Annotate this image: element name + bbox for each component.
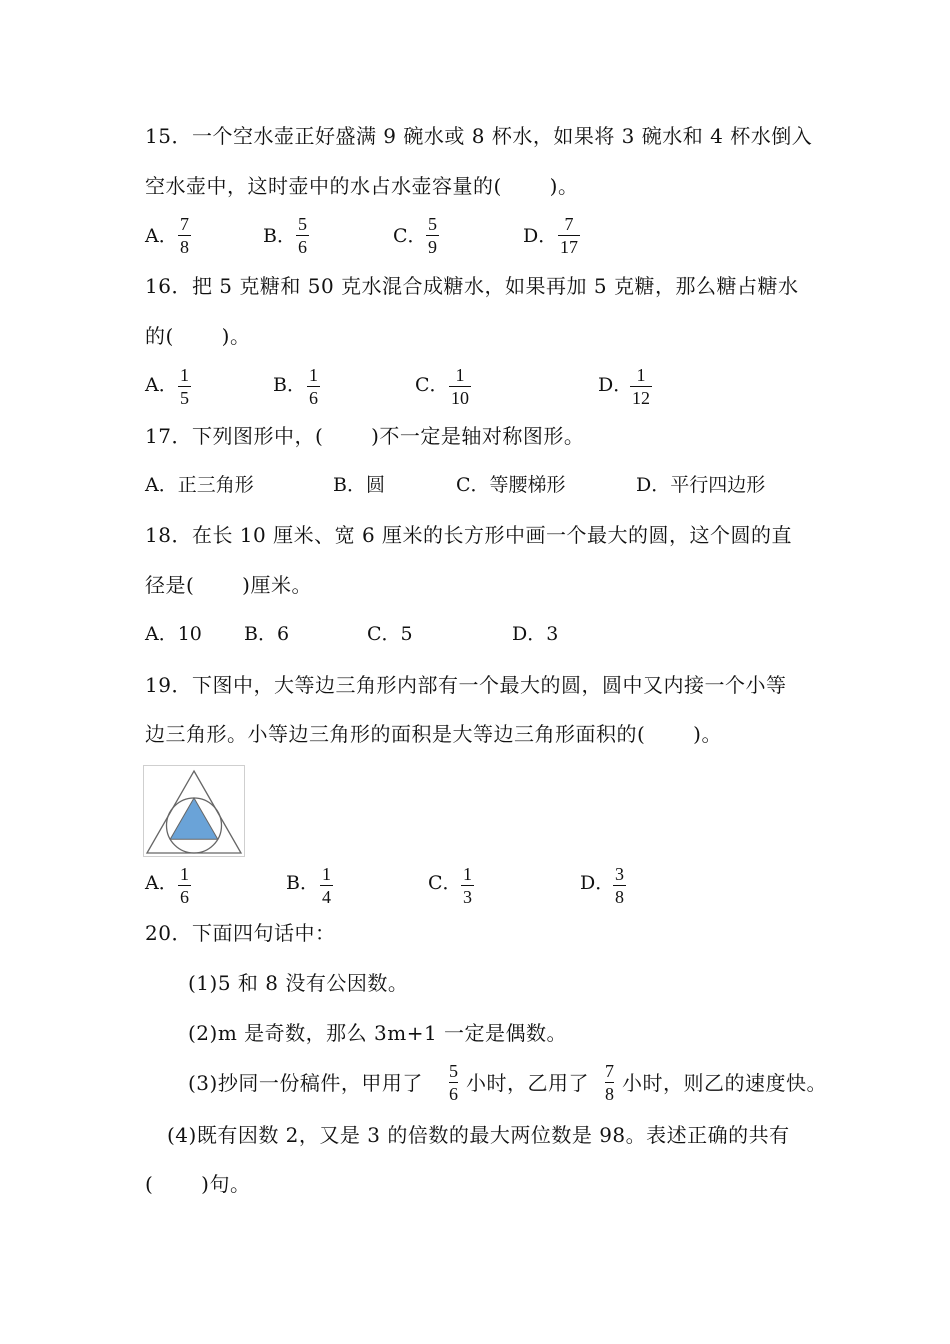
option-label: B． <box>273 374 306 396</box>
option-label: D． <box>598 374 633 396</box>
fraction <box>613 864 626 907</box>
denominator: 6 <box>449 1084 458 1104</box>
q17-option-a[interactable]: A．正三角形 <box>145 474 254 496</box>
q18-option-a[interactable]: A．10 <box>145 623 202 645</box>
fraction <box>630 365 652 408</box>
denominator: 10 <box>451 388 469 408</box>
numerator: 1 <box>636 365 646 385</box>
numerator: 3 <box>615 864 624 884</box>
option-label: D． <box>580 872 615 894</box>
q15-line-2: 空水壶中，这时壶中的水占水壶容量的( )。 <box>145 174 579 198</box>
q20-statement-1: (1)5 和 8 没有公因数。 <box>188 971 409 995</box>
numerator: 5 <box>298 214 307 234</box>
q18-line-1: 18．在长 10 厘米、宽 6 厘米的长方形中画一个最大的圆，这个圆的直 <box>145 523 793 547</box>
numerator: 7 <box>180 214 189 234</box>
denominator: 17 <box>560 237 578 257</box>
denominator: 6 <box>180 887 189 907</box>
fraction <box>449 365 471 408</box>
denominator: 9 <box>428 237 437 257</box>
triangle-circle-figure <box>143 765 245 857</box>
numerator: 7 <box>564 214 574 234</box>
denominator: 4 <box>322 887 331 907</box>
q17-option-d[interactable]: D．平行四边形 <box>636 474 766 496</box>
fraction <box>178 864 191 907</box>
statement-3-part-3: 小时，则乙的速度快。 <box>622 1071 827 1095</box>
numerator: 1 <box>180 864 189 884</box>
fraction <box>296 214 309 257</box>
option-label: A． <box>145 872 178 894</box>
q20-answer-line: ( )句。 <box>145 1172 251 1196</box>
option-label: C． <box>415 374 449 396</box>
numerator: 1 <box>180 365 189 385</box>
q20-line-1: 20．下面四句话中： <box>145 921 336 945</box>
q17-option-c[interactable]: C．等腰梯形 <box>456 474 566 496</box>
q18-option-d[interactable]: D．3 <box>512 623 559 645</box>
q20-statement-2: (2)m 是奇数，那么 3m+1 一定是偶数。 <box>188 1021 568 1045</box>
fraction <box>558 214 580 257</box>
q18-option-b[interactable]: B．6 <box>244 623 290 645</box>
q15-line-1: 15．一个空水壶正好盛满 9 碗水或 8 杯水，如果将 3 碗水和 4 杯水倒入 <box>145 124 813 148</box>
statement-3-part-2: 小时，乙用了 <box>466 1071 589 1095</box>
statement-3-part-1: (3)抄同一份稿件，甲用了 <box>188 1071 423 1095</box>
option-label: C． <box>428 872 462 894</box>
option-label: A． <box>145 225 178 247</box>
option-label: C． <box>393 225 427 247</box>
q19-line-2: 边三角形。小等边三角形的面积是大等边三角形面积的( )。 <box>145 722 722 746</box>
q16-line-2: 的( )。 <box>145 324 251 348</box>
numerator: 1 <box>309 365 318 385</box>
denominator: 12 <box>632 388 650 408</box>
q19-line-1: 19．下图中，大等边三角形内部有一个最大的圆，圆中又内接一个小等 <box>145 673 787 697</box>
fraction <box>461 864 474 907</box>
denominator: 8 <box>605 1084 614 1104</box>
fraction <box>320 864 333 907</box>
fraction <box>178 365 191 408</box>
q18-option-c[interactable]: C．5 <box>367 623 413 645</box>
fraction <box>307 365 320 408</box>
q16-line-1: 16．把 5 克糖和 50 克水混合成糖水，如果再加 5 克糖，那么糖占糖水 <box>145 274 799 298</box>
q20-statement-4: (4)既有因数 2，又是 3 的倍数的最大两位数是 98。表述正确的共有 <box>167 1123 790 1147</box>
fraction <box>426 214 439 257</box>
option-label: A． <box>145 374 178 396</box>
numerator: 5 <box>449 1061 458 1081</box>
numerator: 5 <box>428 214 437 234</box>
denominator: 6 <box>309 388 318 408</box>
option-label: B． <box>286 872 319 894</box>
option-label: B． <box>263 225 296 247</box>
numerator: 1 <box>322 864 331 884</box>
denominator: 6 <box>298 237 307 257</box>
denominator: 8 <box>615 887 624 907</box>
q17-option-b[interactable]: B．圆 <box>333 474 385 496</box>
denominator: 5 <box>180 388 189 408</box>
numerator: 1 <box>455 365 465 385</box>
fraction <box>178 214 191 257</box>
option-label: D． <box>523 225 558 247</box>
fraction <box>605 1061 614 1104</box>
numerator: 7 <box>605 1061 614 1081</box>
fraction <box>449 1061 458 1104</box>
q18-line-2: 径是( )厘米。 <box>145 573 312 597</box>
numerator: 1 <box>463 864 472 884</box>
denominator: 3 <box>463 887 472 907</box>
denominator: 8 <box>180 237 189 257</box>
q17-line-1: 17．下列图形中，( )不一定是轴对称图形。 <box>145 424 585 448</box>
